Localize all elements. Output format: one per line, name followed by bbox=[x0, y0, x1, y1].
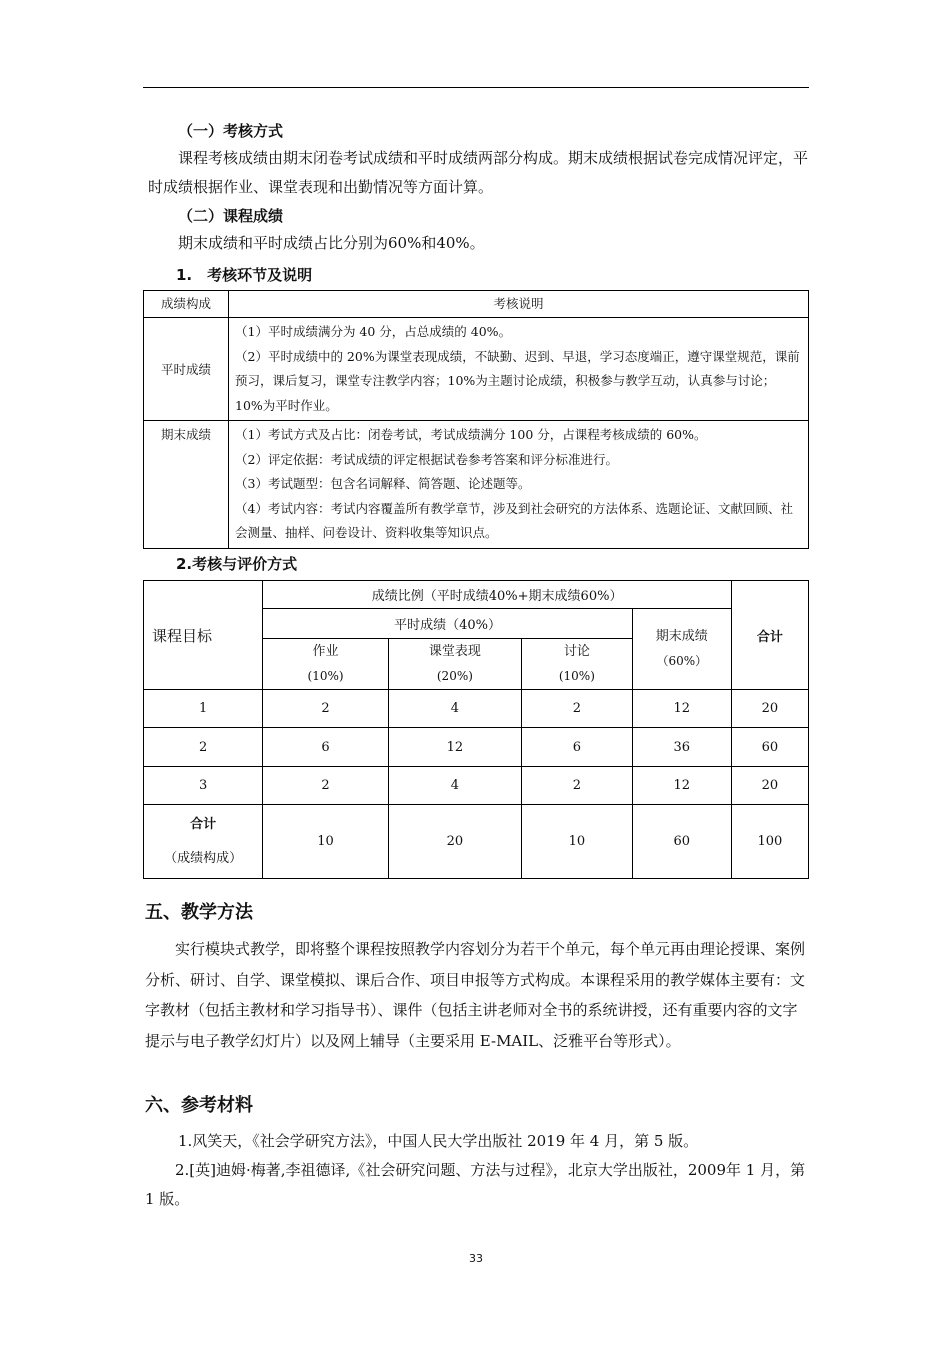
table-cell: 6 bbox=[263, 728, 388, 767]
table-cell: 平时成绩 bbox=[144, 318, 229, 421]
list-item: （3）考试题型：包含名词解释、简答题、论述题等。 bbox=[235, 476, 531, 491]
table-cell: 60 bbox=[632, 805, 731, 879]
class-performance-percent: (20%) bbox=[436, 669, 473, 683]
table-header-cell: 合计 bbox=[731, 581, 808, 690]
table-cell: 12 bbox=[632, 767, 731, 805]
reference-item: 2.[英]迪姆·梅著,李祖德译,《社会研究问题、方法与过程》，北京大学出版社，2009年 1 月，第 1 版。 bbox=[145, 1161, 806, 1208]
table-cell: 2 bbox=[522, 767, 633, 805]
table-cell: 2 bbox=[263, 690, 388, 728]
table-cell: 36 bbox=[632, 728, 731, 767]
table-cell: 2 bbox=[144, 728, 263, 767]
class-performance-label: 课堂表现 bbox=[428, 644, 481, 659]
table-header-cell: 平时成绩（40%） bbox=[263, 609, 632, 639]
table-row bbox=[144, 690, 809, 728]
table-row bbox=[144, 291, 809, 318]
sum-row-label: 合计 bbox=[190, 816, 217, 832]
table-cell bbox=[229, 421, 809, 549]
table-cell: 4 bbox=[388, 690, 521, 728]
table2-title: 2.考核与评价方式 bbox=[176, 555, 298, 573]
table-header-cell: 成绩比例（平时成绩40%+期末成绩60%） bbox=[263, 581, 732, 609]
table-cell: 20 bbox=[388, 805, 521, 879]
table-cell: 10 bbox=[263, 805, 388, 879]
reference-item: 1.风笑天，《社会学研究方法》，中国人民大学出版社 2019 年 4 月，第 5 版。 bbox=[178, 1132, 699, 1150]
list-item: （2）评定依据：考试成绩的评定根据试卷参考答案和评分标准进行。 bbox=[235, 451, 618, 467]
evaluation-table bbox=[143, 580, 809, 879]
list-item: （1）平时成绩满分为 40 分，占总成绩的 40%。 bbox=[235, 324, 512, 339]
homework-label: 作业 bbox=[312, 644, 339, 659]
table-cell: 12 bbox=[632, 690, 731, 728]
table-header-cell: 成绩构成 bbox=[144, 291, 229, 318]
table-row bbox=[144, 805, 809, 879]
table-header-cell bbox=[632, 609, 731, 690]
table-header-cell bbox=[263, 639, 388, 690]
table-row bbox=[144, 421, 809, 549]
teaching-method-paragraph: 实行模块式教学，即将整个课程按照教学内容划分为若干个单元，每个单元再由理论授课、案例分析、研讨、自学、课堂模拟、课后合作、项目申报等方式构成。本课程采用的教学媒体主要有：文字教材（包括主教材和学习指导书）、课件（包括主讲老师对全书的系统讲授，还有重要内容的文字提示与电子教学幻灯片）以及网上辅导（主要采用 E-MAIL、泛雅平台等形式）。 bbox=[145, 940, 806, 1050]
course-grade-paragraph: 期末成绩和平时成绩占比分别为60%和40%。 bbox=[178, 234, 485, 252]
table-header-cell bbox=[522, 639, 633, 690]
page-number: 33 bbox=[469, 1252, 483, 1265]
table-cell: 60 bbox=[731, 728, 808, 767]
table-header-cell: 考核说明 bbox=[229, 291, 809, 318]
references-title: 六、参考材料 bbox=[145, 1095, 253, 1116]
table-cell: 3 bbox=[144, 767, 263, 805]
list-item: （4）考试内容：考试内容覆盖所有教学章节，涉及到社会研究的方法体系、选题论证、文献回顾、社会测量、抽样、问卷设计、资料收集等知识点。 bbox=[235, 500, 793, 540]
table-cell: 20 bbox=[731, 690, 808, 728]
teaching-method-title: 五、教学方法 bbox=[145, 902, 253, 923]
table-cell: 20 bbox=[731, 767, 808, 805]
assessment-method-paragraph: 课程考核成绩由期末闭卷考试成绩和平时成绩两部分构成。期末成绩根据试卷完成情况评定，平时成绩根据作业、课堂表现和出勤情况等方面计算。 bbox=[148, 149, 809, 196]
table-row bbox=[144, 318, 809, 421]
final-grade-label: 期末成绩 bbox=[655, 629, 708, 644]
table-cell: 2 bbox=[522, 690, 633, 728]
table1-title: 1. 考核环节及说明 bbox=[176, 266, 313, 284]
table-cell bbox=[229, 318, 809, 421]
table-cell: 2 bbox=[263, 767, 388, 805]
header-rule bbox=[143, 87, 809, 88]
discussion-label: 讨论 bbox=[563, 644, 590, 659]
assessment-method-heading: （一）考核方式 bbox=[178, 122, 284, 140]
list-item: （2）平时成绩中的 20%为课堂表现成绩，不缺勤、迟到、早退，学习态度端正，遵守课堂规范，课前预习，课后复习，课堂专注教学内容；10%为主题讨论成绩，积极参与教学互动，认真参与讨论；10%为平时作业。 bbox=[235, 348, 800, 413]
homework-percent: (10%) bbox=[307, 669, 344, 683]
final-grade-percent: （60%） bbox=[656, 654, 708, 668]
table-header-cell: 课程目标 bbox=[144, 581, 263, 690]
table-cell: 12 bbox=[388, 728, 521, 767]
table-cell: 6 bbox=[522, 728, 633, 767]
table-cell: 4 bbox=[388, 767, 521, 805]
table-header-cell bbox=[388, 639, 521, 690]
discussion-percent: (10%) bbox=[558, 669, 595, 683]
sum-row-sublabel: （成绩构成） bbox=[164, 850, 243, 866]
table-cell: 1 bbox=[144, 690, 263, 728]
course-grade-heading: （二）课程成绩 bbox=[178, 207, 284, 225]
list-item: （1）考试方式及占比：闭卷考试，考试成绩满分 100 分，占课程考核成绩的 60%。 bbox=[235, 427, 707, 442]
assessment-table bbox=[143, 290, 809, 549]
table-cell: 100 bbox=[731, 805, 808, 879]
table-row bbox=[144, 728, 809, 767]
table-cell bbox=[144, 805, 263, 879]
table-row bbox=[144, 581, 809, 609]
table-cell: 期末成绩 bbox=[144, 421, 229, 549]
table-cell: 10 bbox=[522, 805, 633, 879]
table-row bbox=[144, 767, 809, 805]
